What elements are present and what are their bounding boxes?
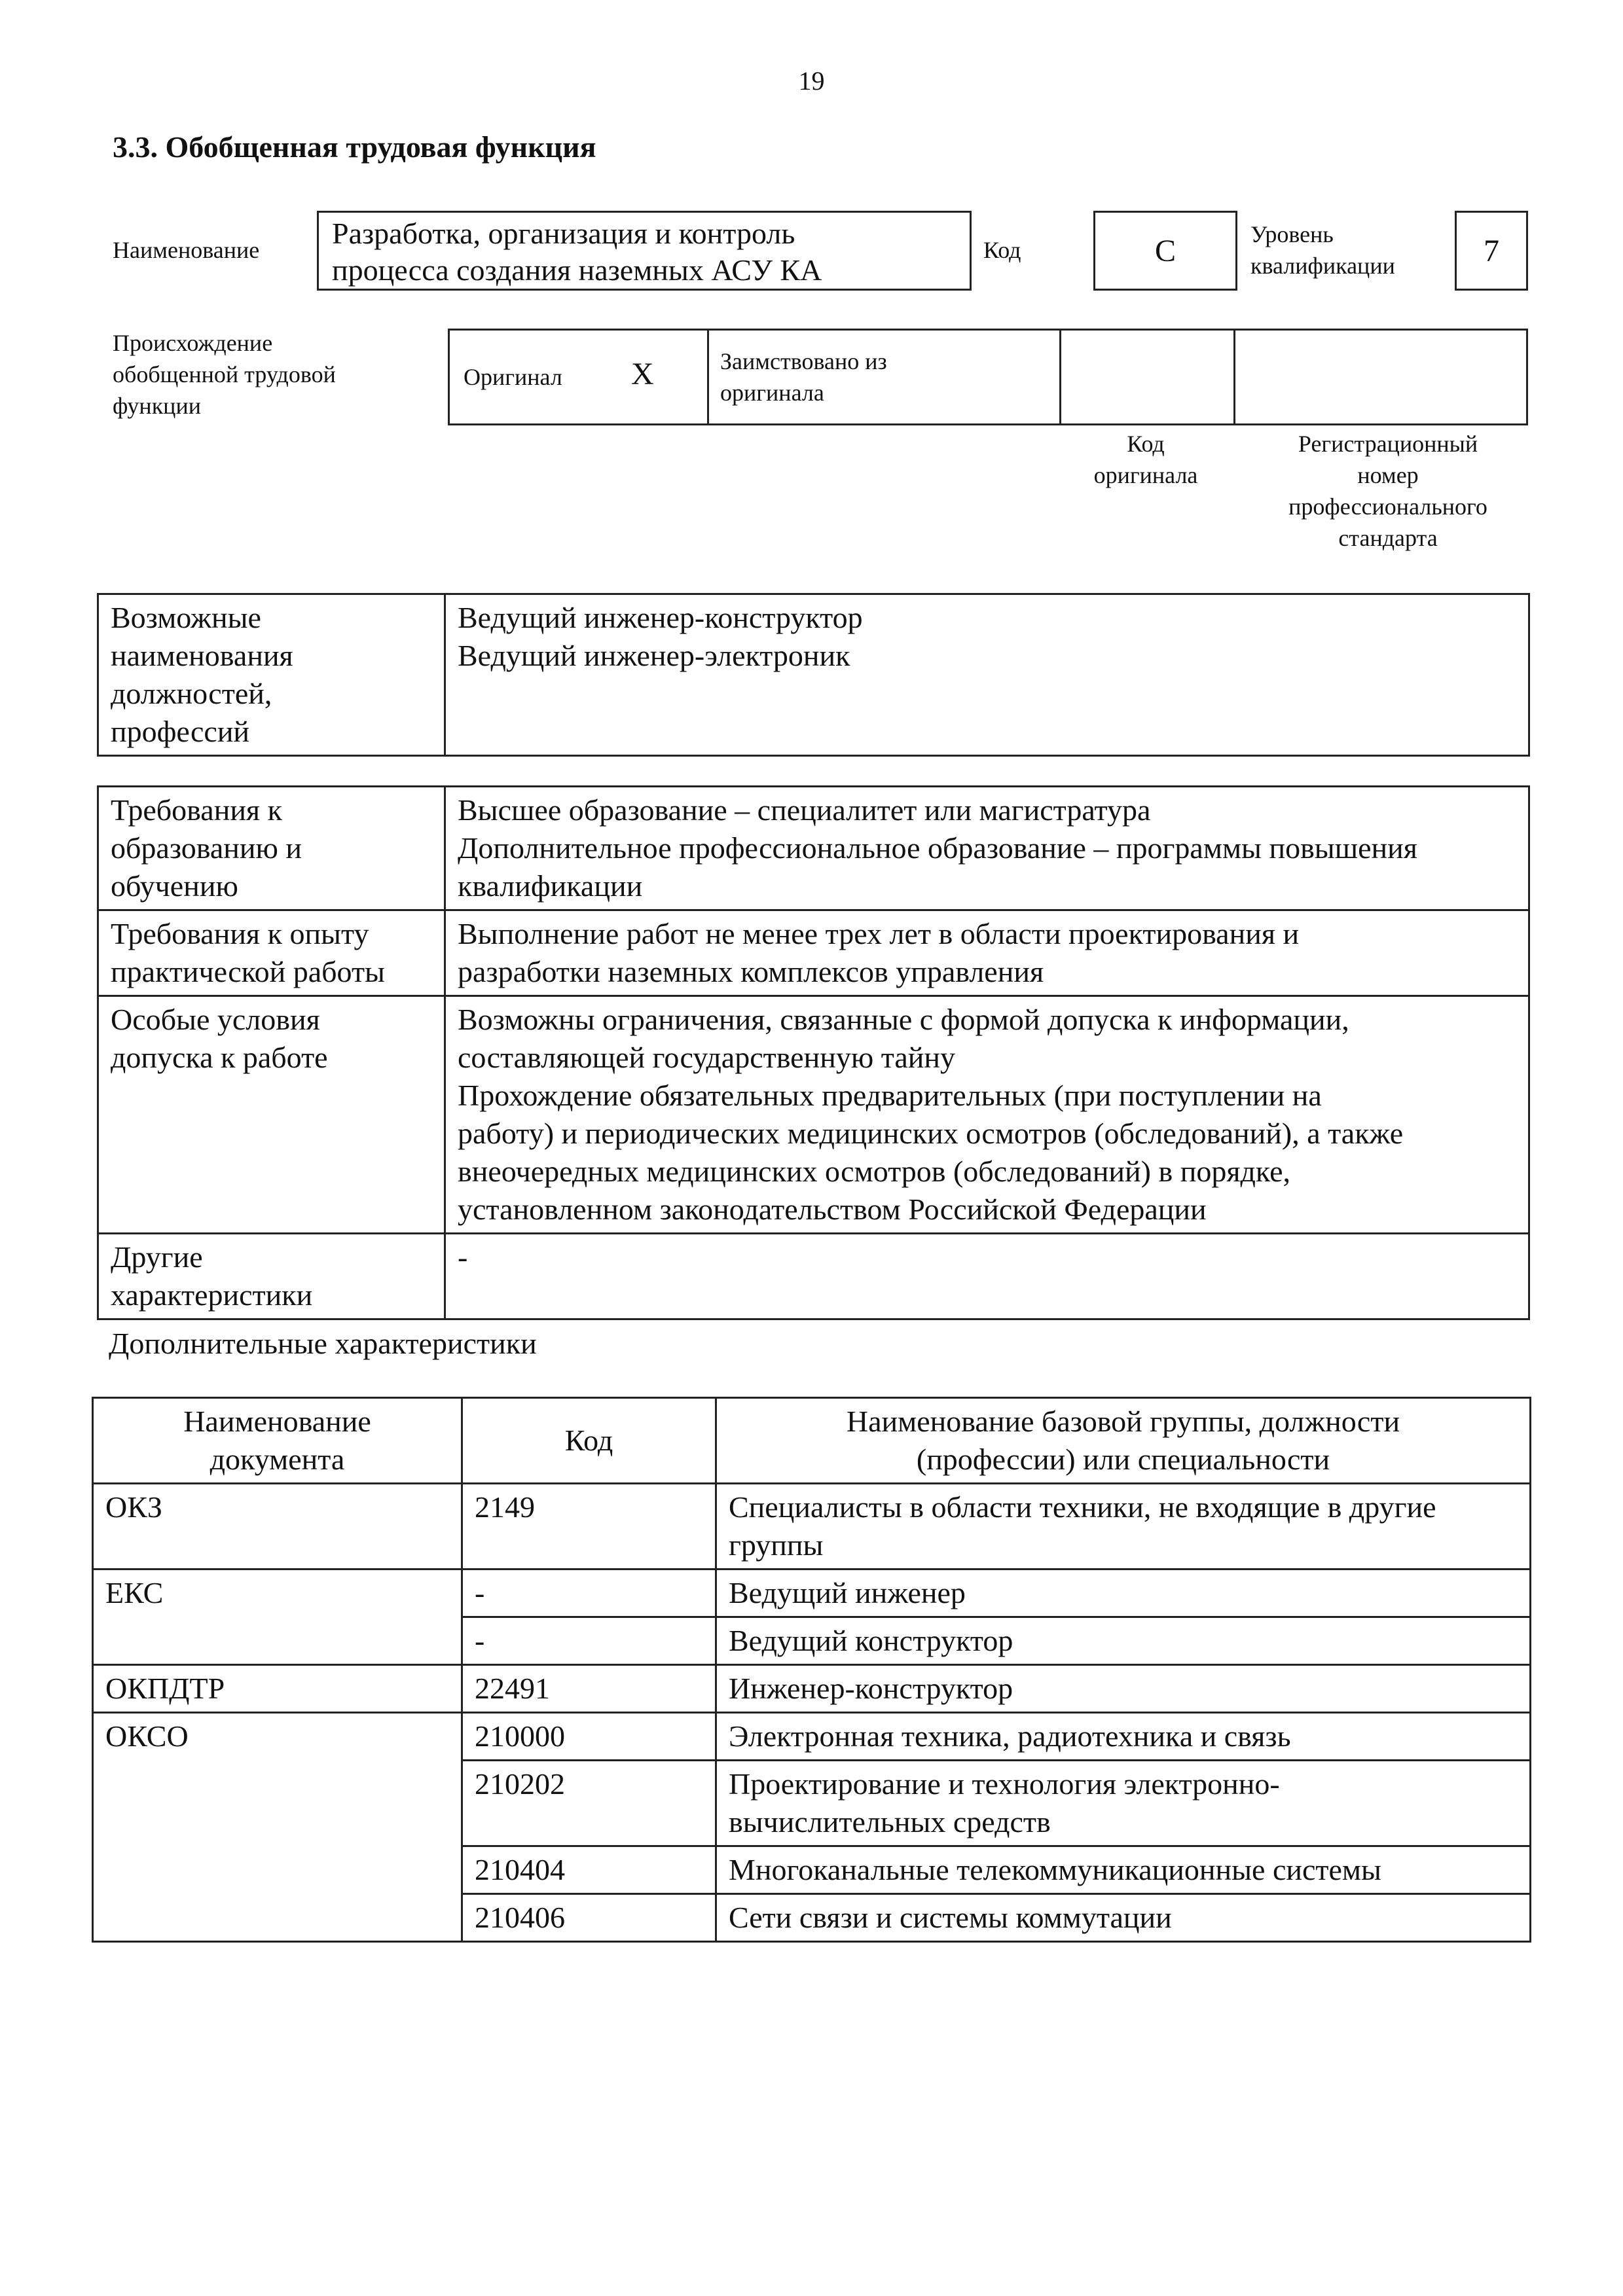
code-label: Код [983, 237, 1021, 263]
req-value-line: - [458, 1240, 468, 1274]
positions-label [98, 594, 445, 756]
req-value-line: установленном законодательством Российской Федерации [458, 1193, 1207, 1226]
page-number: 19 [798, 66, 825, 96]
origin-divider-1 [707, 329, 709, 425]
req-label-other [98, 1234, 445, 1319]
name-value-line1: Разработка, организация и контроль [332, 217, 795, 250]
req-label-education [98, 787, 445, 910]
row-name: Инженер-конструктор [716, 1665, 1531, 1713]
requirements-row [98, 1234, 1529, 1319]
row-code: - [462, 1617, 716, 1665]
row-doc: ОКПДТР [93, 1665, 462, 1713]
row-code: 22491 [462, 1665, 716, 1713]
reg-caption-line4: стандарта [1338, 525, 1438, 551]
row-name: Электронная техника, радиотехника и связь [716, 1713, 1531, 1761]
origin-divider-3 [1233, 329, 1235, 425]
req-label-line: Другие [111, 1240, 203, 1274]
row-name: Сети связи и системы коммутации [716, 1894, 1531, 1942]
position-value: Ведущий инженер-электроник [458, 639, 850, 672]
header-group [716, 1398, 1531, 1484]
original-label: Оригинал [464, 364, 562, 390]
origin-label-line1: Происхождение [113, 330, 273, 356]
row-doc: ЕКС [93, 1570, 462, 1617]
reg-caption-line3: профессионального [1288, 493, 1487, 520]
req-value-special [445, 996, 1529, 1234]
row-name [716, 1761, 1531, 1846]
header-code: Код [462, 1398, 716, 1484]
row-code: 210406 [462, 1894, 716, 1942]
row-code: 210000 [462, 1713, 716, 1761]
req-value-line: работу) и периодических медицинских осмотров (обследований), а также [458, 1117, 1404, 1150]
origin-label-line3: функции [113, 393, 201, 419]
row-name-line: группы [729, 1528, 824, 1562]
positions-table [97, 593, 1530, 757]
position-value: Ведущий инженер-конструктор [458, 601, 863, 634]
row-doc: ОКЗ [93, 1484, 462, 1570]
borrowed-label-line2: оригинала [720, 380, 824, 406]
section-title: 3.3. Обобщенная трудовая функция [113, 130, 596, 164]
code-original-caption-line2: оригинала [1093, 462, 1198, 488]
level-label-line1: Уровень [1250, 221, 1334, 247]
table-row [93, 1894, 1531, 1942]
row-name: Многоканальные телекоммуникационные системы [716, 1846, 1531, 1894]
name-value-box [317, 211, 972, 291]
code-original-caption [1048, 428, 1244, 491]
req-label-line: Особые условия [111, 1003, 320, 1036]
header-doc-line: документа [210, 1443, 345, 1476]
requirements-row [98, 787, 1529, 910]
req-label-line: допуска к работе [111, 1041, 328, 1074]
additional-title: Дополнительные характеристики [109, 1327, 537, 1360]
positions-label-line: наименования [111, 639, 293, 672]
req-value-experience [445, 910, 1529, 996]
reg-caption-line1: Регистрационный [1298, 431, 1478, 457]
requirements-row [98, 996, 1529, 1234]
name-label: Наименование [113, 237, 260, 263]
req-label-line: образованию и [111, 831, 302, 865]
name-value-line2: процесса создания наземных АСУ КА [332, 253, 822, 287]
row-doc [93, 1617, 462, 1665]
table-row [93, 1617, 1531, 1665]
table-row [93, 1846, 1531, 1894]
req-value-other [445, 1234, 1529, 1319]
row-doc [93, 1894, 462, 1942]
code-original-caption-line1: Код [1127, 431, 1165, 457]
header-group-line: Наименование базовой группы, должности [846, 1405, 1400, 1438]
req-label-experience [98, 910, 445, 996]
table-row [93, 1484, 1531, 1570]
row-name [716, 1484, 1531, 1570]
requirements-row [98, 910, 1529, 996]
table-row [93, 1713, 1531, 1761]
req-label-line: Требования к [111, 793, 282, 827]
positions-label-line: Возможные [111, 601, 261, 634]
req-label-line: Требования к опыту [111, 917, 369, 950]
row-code: 2149 [462, 1484, 716, 1570]
row-doc: ОКСО [93, 1713, 462, 1761]
reg-number-caption [1244, 428, 1532, 554]
code-value-box: С [1093, 211, 1237, 291]
level-value-box: 7 [1455, 211, 1528, 291]
req-value-line: квалификации [458, 869, 643, 903]
original-mark: X [631, 357, 654, 391]
origin-divider-2 [1059, 329, 1061, 425]
row-code: - [462, 1570, 716, 1617]
table-row [93, 1570, 1531, 1617]
header-doc-line: Наименование [183, 1405, 371, 1438]
positions-label-line: профессий [111, 715, 250, 748]
req-value-line: Высшее образование – специалитет или магистратура [458, 793, 1151, 827]
req-value-line: внеочередных медицинских осмотров (обследований) в порядке, [458, 1155, 1291, 1188]
req-label-special [98, 996, 445, 1234]
req-label-line: характеристики [111, 1278, 313, 1312]
req-value-line: Выполнение работ не менее трех лет в области проектирования и [458, 917, 1300, 950]
header-doc [93, 1398, 462, 1484]
req-label-line: обучению [111, 869, 238, 903]
additional-table [92, 1397, 1531, 1943]
table-row [93, 1761, 1531, 1846]
table-row [93, 1665, 1531, 1713]
row-name-line: вычислительных средств [729, 1805, 1051, 1839]
row-code: 210202 [462, 1761, 716, 1846]
row-name-line: Специалисты в области техники, не входящие в другие [729, 1490, 1436, 1524]
positions-values [445, 594, 1529, 756]
borrowed-label-line1: Заимствовано из [720, 348, 887, 374]
positions-row [98, 594, 1529, 756]
row-name: Ведущий конструктор [716, 1617, 1531, 1665]
req-value-line: Дополнительное профессиональное образование – программы повышения [458, 831, 1417, 865]
req-value-line: Прохождение обязательных предварительных (при поступлении на [458, 1079, 1322, 1112]
positions-label-line: должностей, [111, 677, 272, 710]
req-value-line: Возможны ограничения, связанные с формой допуска к информации, [458, 1003, 1349, 1036]
level-label [1250, 219, 1395, 281]
req-value-line: разработки наземных комплексов управления [458, 955, 1044, 988]
origin-label-line2: обобщенной трудовой [113, 361, 336, 387]
requirements-table [97, 785, 1530, 1320]
origin-label [113, 327, 336, 422]
header-group-line: (профессии) или специальности [916, 1443, 1330, 1476]
row-name: Ведущий инженер [716, 1570, 1531, 1617]
row-doc [93, 1846, 462, 1894]
reg-caption-line2: номер [1357, 462, 1419, 488]
req-label-line: практической работы [111, 955, 385, 988]
row-code: 210404 [462, 1846, 716, 1894]
row-name-line: Проектирование и технология электронно- [729, 1767, 1280, 1801]
level-label-line2: квалификации [1250, 253, 1395, 279]
borrowed-label [720, 346, 887, 408]
origin-box [448, 329, 1528, 425]
req-value-line: составляющей государственную тайну [458, 1041, 956, 1074]
row-doc [93, 1761, 462, 1846]
additional-header-row [93, 1398, 1531, 1484]
req-value-education [445, 787, 1529, 910]
